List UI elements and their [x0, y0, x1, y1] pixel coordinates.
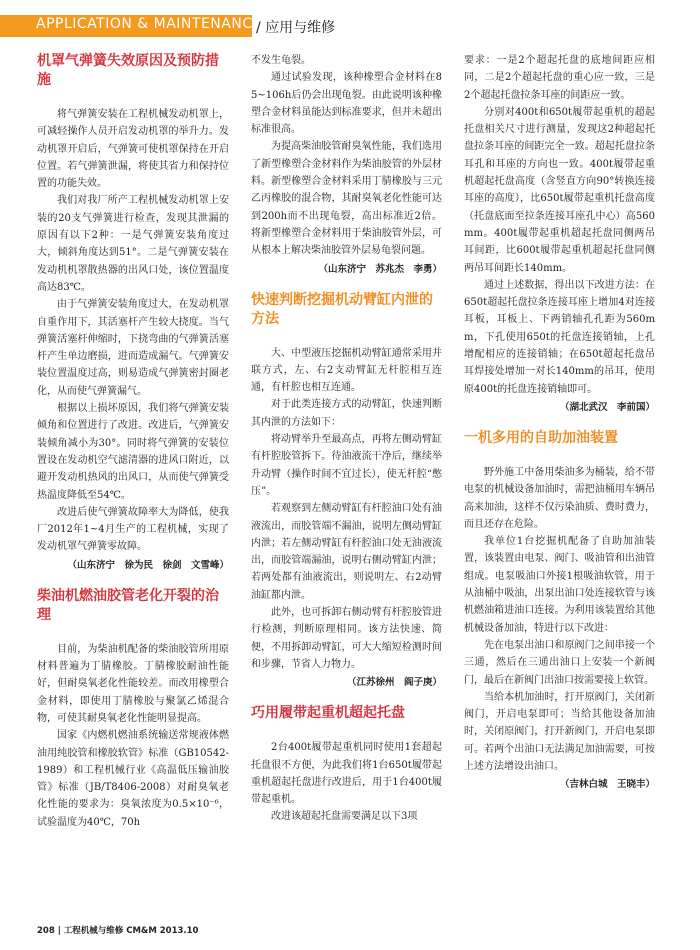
- column-right: [464, 52, 655, 806]
- column-left: [37, 52, 229, 831]
- article-author: （湖北武汉 李前国）: [559, 401, 655, 413]
- column-middle: [251, 52, 442, 826]
- paragraph: 野外施工中备用柴油多为桶装，给不带电泵的机械设备加油时，需把油桶用车辆吊高来加油，这样不仅污染油质、费时费力，而且还存在危险。: [464, 466, 655, 530]
- paragraph: 2台400t履带起重机同时使用1套超起托盘很不方便，为此我们将1台650t履带起重机超起托盘进行改进后，用于1台400t履带起重机。: [251, 742, 442, 806]
- article-author: （江苏徐州 阎子庚）: [346, 677, 442, 689]
- paragraph: 改进后使气弹簧故障率大为降低，使我厂2012年1~4月生产的工程机械，实现了发动机罩气弹簧零故障。: [37, 506, 229, 553]
- article-author: （山东济宁 徐为民 徐剑 文雪峰）: [67, 559, 229, 571]
- paragraph: 我单位1台挖掘机配备了自助加油装置，该装置由电泵、阀门、吸油管和出油管组成。电泵吸油口外接1根吸油软管，用于从油桶中吸油，出泵出油口处连接软管与该机燃油箱进油口连接。为利用该装置给其他机械设备加油，特进行以下改进：: [464, 536, 655, 634]
- article-title: 机罩气弹簧失效原因及预防措施: [37, 53, 219, 88]
- article-title: 快速判断挖掘机动臂缸内泄的方法: [251, 291, 433, 327]
- paragraph: 根据以上损坏原因，我们将气弹簧安装倾角和位置进行了改进。改进后，气弹簧安装倾角减小为30°。同时将气弹簧的安装位置设在发动机空气滤清器的进风口附近，以避开发动机热风的出风口，从而使气弹簧受热温度降低至54℃。: [37, 403, 229, 501]
- paragraph: 若观察到左侧动臂缸有杆腔油口处有油液流出，而胶管端不漏油，说明左侧动臂缸内泄；若左侧动臂缸有杆腔油口处无油液流出，而胶管端漏油，说明右侧动臂缸内泄；若两处都有油液流出，则说明左、右2动臂油缸都内泄。: [251, 503, 442, 601]
- article-title: 巧用履带起重机超起托盘: [251, 705, 405, 722]
- paragraph: 为提高柴油胶管耐臭氧性能，我们选用了新型橡塑合金材料作为柴油胶管的外层材料。新型橡塑合金材料采用丁腈橡胶与三元乙丙橡胶的混合物，其耐臭氧老化性能可达到200h而不出现龟裂，高出标准近2倍。将新型橡塑合金材料用于柴油胶管外层，可从根本上解决柴油胶管外层易龟裂问题。: [251, 141, 442, 257]
- article-title: 柴油机燃油胶管老化开裂的治理: [37, 587, 219, 623]
- paragraph: 先在电泵出油口和原阀门之间串接一个三通，然后在三通出油口上安装一个新阀门，最后在新阀门出油口按需要接上软管。: [464, 639, 655, 686]
- paragraph: 大、中型液压挖掘机动臂缸通常采用并联方式，左、右2支动臂缸无杆腔相互连通，有杆腔也相互连通。: [251, 347, 442, 394]
- article-title: 一机多用的自助加油装置: [464, 429, 618, 446]
- paragraph: 通过试验发现，该种橡塑合金材料在85~106h后仍会出现龟裂。由此说明该种橡塑合金材料虽能达到标准要求，但并未超出标准很高。: [251, 72, 442, 136]
- paragraph: 将动臂举升至最高点，再将左侧动臂缸有杆腔胶管拆下。待油液流干净后，继续举升动臂（操作时间不宜过长），使无杆腔“憋压”。: [251, 434, 442, 497]
- paragraph: 不发生龟裂。: [251, 55, 311, 66]
- paragraph: 通过上述数据，得出以下改进方法：在650t超起托盘拉条连接耳座上增加4对连接耳板，耳板上、下两销轴孔孔距为560mm，下孔使用650t的托盘连接销轴，上孔增配相应的连接销轴；在650t超起托盘吊耳焊接处增加一对长140mm的吊耳，使用原400t的托盘连接销轴即可。: [464, 279, 655, 395]
- paragraph: 当给本机加油时，打开原阀门，关闭新阀门，开启电泵即可；当给其他设备加油时，关闭原阀门，打开新阀门，开启电泵即可。若两个出油口无法满足加油需要，可按上述方法增设出油口。: [464, 691, 655, 772]
- paragraph: 此外，也可拆卸右侧动臂有杆腔胶管进行检测，判断原理相同。该方法快速、简便，不用拆卸动臂缸，可大大缩短检测时间和步骤，节省人力物力。: [251, 607, 442, 670]
- paragraph: 改进该超起托盘需要满足以下3项: [271, 811, 418, 823]
- paragraph: 将气弹簧安装在工程机械发动机罩上，可减轻操作人员开启发动机罩的举升力。发动机罩开启后，气弹簧可使机罩保持在开启位置。若气弹簧泄漏，将使其省力和保持位置的功能失效。: [37, 109, 229, 190]
- paragraph: 对于此类连接方式的动臂缸，快速判断其内泄的方法如下：: [251, 399, 442, 428]
- article-author: （山东济宁 苏兆杰 李勇）: [318, 263, 442, 275]
- paragraph: 国家《内燃机燃油系统输送常规液体燃油用纯胶管和橡胶软管》标准（GB10542-1989）和工程机械行业《高温低压输油胶管》标准（JB/T8406-2008）对耐臭氧老化性能的要求为：臭氧浓度为0.5×10⁻⁶，试验温度为40℃，70h: [37, 730, 229, 828]
- paragraph: 要求：一是2个超起托盘的底地间距应相同，二是2个超起托盘的重心应一致，三是2个超起托盘拉条耳座的间距应一致。: [464, 55, 655, 101]
- page-header: [0, 0, 700, 38]
- paragraph: 分别对400t和650t履带起重机的超起托盘相关尺寸进行测量，发现这2种超起托盘拉条耳座的间距完全一致。超起托盘拉条耳孔和耳座的方向也一致。400t履带起重机超起托盘高度（含竖直方向90°转换连接耳座的高度），比650t履带起重机托盘高度（托盘底面至拉条连接耳座孔中心）高560mm。400t履带起重机超起托盘同侧两吊耳间距，比600t履带起重机超起托盘同侧两吊耳间距长140mm。: [464, 106, 655, 274]
- section-title-cn: / 应用与维修: [256, 20, 336, 36]
- paragraph: 目前，为柴油机配备的柴油胶管所用原材料普遍为丁腈橡胶。丁腈橡胶耐油性能好，但耐臭氧老化性能较差。而改用橡塑合金材料，即使用丁腈橡胶与聚氯乙烯混合物，可使其耐臭氧老化性能明显提高。: [37, 643, 229, 724]
- paragraph: 我们对我厂所产工程机械发动机罩上安装的20支气弹簧进行检查，发现其泄漏的原因有以下2种：一是气弹簧安装角度过大，倾斜角度达到51°。二是气弹簧安装在发动机机罩散热器的出风口处，该位置温度高达83℃。: [37, 195, 229, 293]
- page-footer: 208 | 工程机械与维修 CM&M 2013.10: [37, 926, 199, 936]
- paragraph: 由于气弹簧安装角度过大，在发动机罩自重作用下，其活塞杆产生较大挠度。当气弹簧活塞杆伸缩时，下挠弯曲的气弹簧活塞杆产生单边磨损，进而造成漏气。气弹簧安装位置温度过高，则易造成气弹簧密封圈老化，从而使气弹簧漏气。: [37, 299, 229, 397]
- section-title-en: APPLICATION & MAINTENANCE: [36, 16, 262, 32]
- article-author: （吉林白城 王晓丰）: [559, 779, 655, 791]
